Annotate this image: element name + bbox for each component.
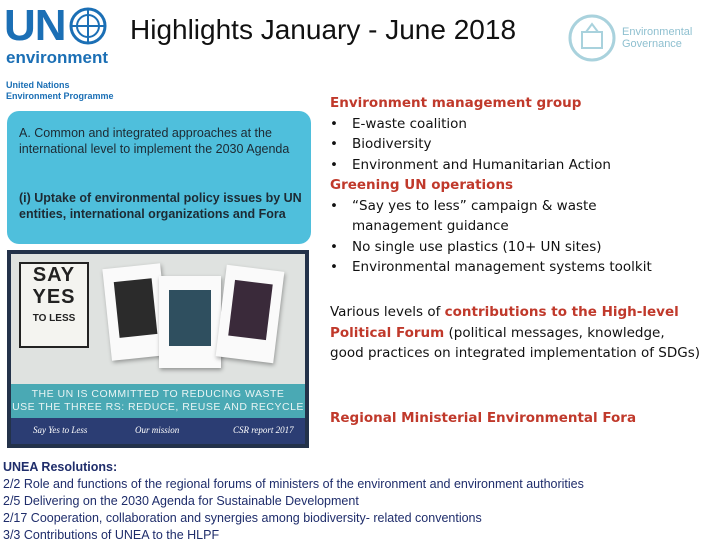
greening-item	[330, 237, 710, 258]
objective-i-text: (i) Uptake of environmental policy issues by UN entities, international organizations and Fora	[19, 191, 302, 221]
contrib-suffix: (political messages, knowledge, good practices on integrated implementation of SDGs)	[330, 324, 701, 361]
bullet: •	[330, 156, 338, 173]
say-word: SAY	[32, 264, 76, 286]
nav-csr-report: CSR report 2017	[233, 425, 294, 435]
highlights-list	[330, 93, 710, 278]
unea-item: 2/5 Delivering on the 2030 Agenda for Sustainable Development	[3, 494, 359, 508]
governance-line1: Environmental	[622, 26, 693, 38]
campaign-graphic	[11, 254, 305, 444]
logo-subtitle-line1: United Nations	[6, 80, 70, 90]
commitment-banner	[11, 384, 305, 420]
bullet: •	[330, 238, 338, 255]
governance-text	[622, 26, 692, 50]
say-yes-logo	[19, 262, 89, 348]
greening-item	[330, 196, 710, 217]
logo-subtitle-line2: Environment Programme	[6, 91, 114, 101]
page-title: Highlights January - June 2018	[130, 14, 517, 45]
say-yes-to-less-image	[7, 250, 309, 448]
governance-emblem-icon	[566, 12, 618, 64]
yes-word: YES	[32, 286, 76, 308]
bullet: •	[330, 136, 338, 152]
to-less-word: TO LESS	[32, 313, 76, 324]
bullet: •	[330, 115, 338, 132]
unea-item: 2/17 Cooperation, collaboration and synergies among biodiversity- related conventions	[3, 511, 482, 525]
greening-item-text: Environmental management systems toolkit	[352, 259, 652, 275]
bullet: •	[330, 259, 338, 275]
unea-resolutions	[3, 459, 717, 544]
campaign-navbar	[11, 418, 305, 444]
contrib-highlight: contributions to the High-level Political Forum	[330, 304, 679, 341]
regional-fora-heading: Regional Ministerial Environmental Fora	[330, 410, 637, 426]
logo-environment-word: environment	[6, 48, 109, 67]
emg-item	[330, 114, 710, 135]
greening-item	[330, 257, 710, 278]
emg-item	[330, 155, 710, 176]
hlpf-contributions-paragraph	[330, 302, 702, 364]
objective-box	[7, 111, 311, 244]
emg-item-text: E-waste coalition	[352, 115, 467, 132]
bullet: •	[330, 197, 338, 214]
objective-a-text: A. Common and integrated approaches at the international level to implement the 2030 Agenda	[19, 126, 290, 156]
nav-say-yes: Say Yes to Less	[33, 425, 88, 435]
nav-our-mission: Our mission	[135, 425, 180, 435]
un-environment-logo	[4, 1, 122, 102]
emg-item-text: Environment and Humanitarian Action	[352, 156, 611, 173]
unea-item: 2/2 Role and functions of the regional forums of ministers of the environment and environment authorities	[3, 477, 584, 491]
greening-item-text: No single use plastics (10+ UN sites)	[352, 238, 602, 255]
emg-heading: Environment management group	[330, 95, 582, 111]
greening-item-continuation: management guidance	[352, 218, 509, 234]
banner-line1: THE UN IS COMMITTED TO REDUCING WASTE	[31, 388, 285, 400]
banner-line2: USE THE THREE RS: REDUCE, REUSE AND RECYCLE	[12, 401, 304, 413]
greening-item-text: “Say yes to less” campaign & waste	[352, 197, 597, 214]
un-emblem-icon	[68, 6, 108, 46]
governance-line2: Governance	[622, 38, 682, 50]
brochure-2	[159, 276, 221, 368]
logo-subtitle	[6, 80, 114, 102]
greening-heading: Greening UN operations	[330, 177, 514, 193]
contrib-prefix: Various levels of	[330, 304, 445, 320]
logo-un-letters: UN	[4, 1, 66, 50]
brochure-3	[216, 265, 285, 363]
unea-item: 3/3 Contributions of UNEA to the HLPF	[3, 528, 220, 542]
emg-item	[330, 134, 710, 155]
environmental-governance-logo	[566, 12, 716, 64]
unea-title: UNEA Resolutions:	[3, 460, 118, 474]
emg-item-text: Biodiversity	[352, 136, 432, 152]
